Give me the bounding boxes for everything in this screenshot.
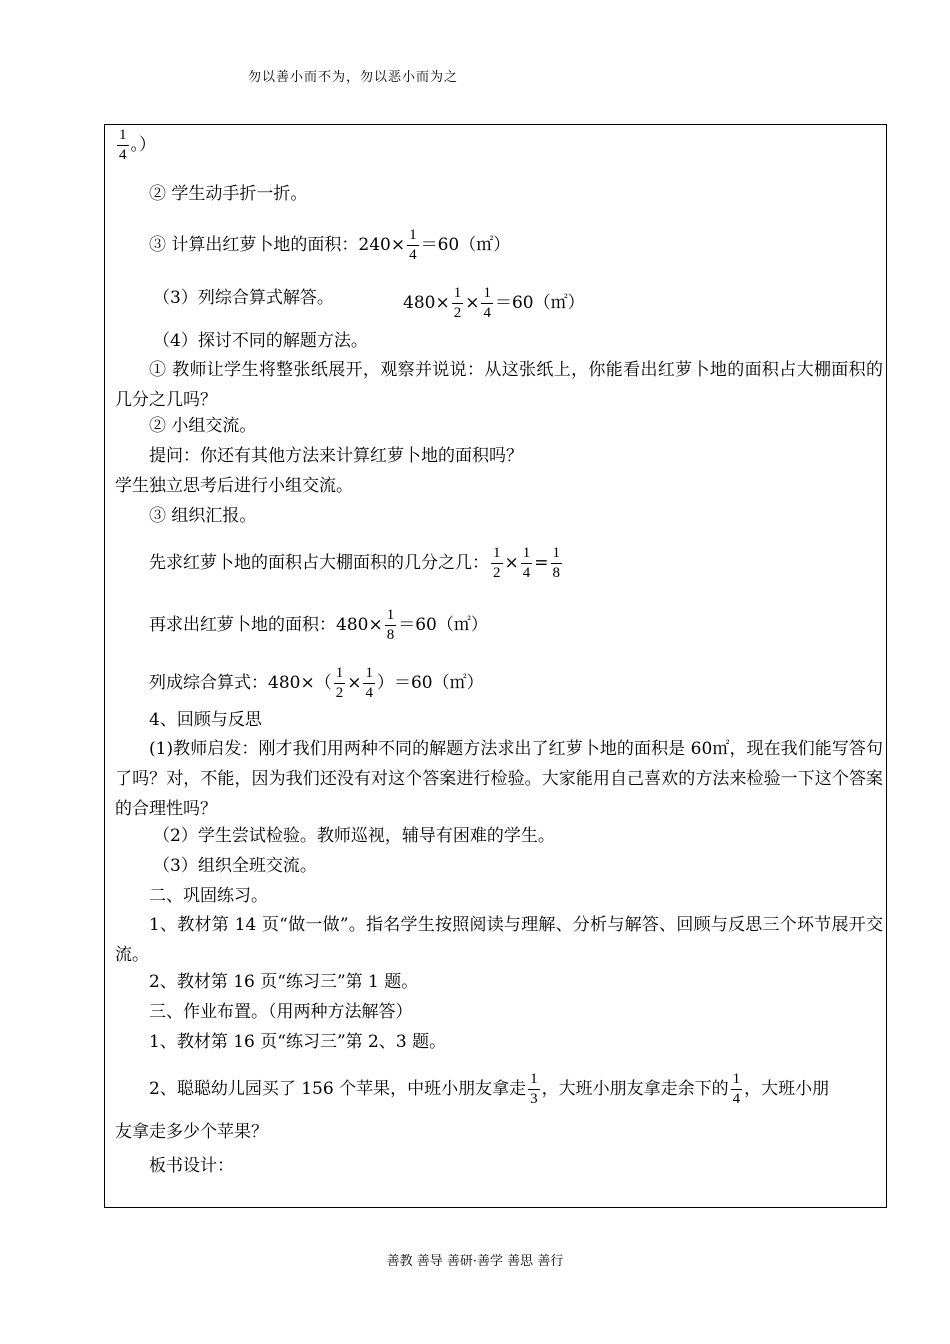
step-combined-formula-2: 列成综合算式：480×（ $\frac{1}{2}$ × $\frac{1}{4}$ ）＝60（㎡） (149, 665, 484, 701)
step-calc-area: ③ 计算出红萝卜地的面积：240× $\frac{1}{4}$ ＝60（㎡） (149, 227, 511, 263)
fraction-one-quarter: $\frac{1}{4}$ (483, 285, 491, 321)
fraction-one-quarter: $\frac{1}{4}$ (409, 227, 417, 263)
student-check: （2）学生尝试检验。教师巡视，辅导有困难的学生。 (153, 826, 555, 846)
teacher-inspire-paragraph: (1)教师启发：刚才我们用两种不同的解题方法求出了红萝卜地的面积是 60㎡，现在我们能写答句了吗？对，不能，因为我们还没有对这个答案进行检验。大家能用自己喜欢的方法来检验一下这个答案的合理性吗？ (115, 739, 883, 819)
fraction-one-half: $\frac{1}{2}$ (335, 665, 344, 701)
fraction-one-quarter: $\frac{1}{4}$ (365, 665, 373, 701)
step-combined-formula: （3）列综合算式解答。 480× $\frac{1}{2}$ × $\frac{1}{4}$ ＝60（㎡） (153, 285, 585, 321)
question-other-method: 提问：你还有其他方法来计算红萝卜地的面积吗？ (149, 446, 523, 466)
step-discuss-methods: （4）探讨不同的解题方法。 (153, 331, 368, 351)
line-fraction-quarter-end: $\frac{1}{4}$ 。） (119, 127, 156, 163)
footer-slogan: 善教 善导 善研·善学 善思 善行 (386, 1254, 564, 1269)
homework-2-problem: 2、聪聪幼儿园买了 156 个苹果，中班小朋友拿走 $\frac{1}{3}$ ，大班小朋友拿走余下的 $\frac{1}{4}$ ，大班小朋 (149, 1071, 830, 1107)
section-consolidate: 二、巩固练习。 (149, 886, 268, 906)
homework-2-question: 友拿走多少个苹果？ (115, 1122, 268, 1142)
fraction-one-quarter: $\frac{1}{4}$ (732, 1071, 741, 1107)
fraction-one-half: $\frac{1}{2}$ (453, 285, 462, 321)
fraction-one-quarter: $\frac{1}{4}$ (119, 127, 127, 163)
class-exchange: （3）组织全班交流。 (153, 856, 317, 876)
step-report: ③ 组织汇报。 (149, 506, 257, 526)
board-design-label: 板书设计： (149, 1156, 234, 1176)
section-review-reflect: 4、回顾与反思 (149, 710, 262, 730)
fraction-one-eighth: $\frac{1}{8}$ (386, 607, 395, 643)
fraction-one-eighth: $\frac{1}{8}$ (552, 545, 560, 581)
header-motto: 勿以善小而不为，勿以恶小而为之 (248, 70, 459, 85)
fraction-one-quarter: $\frac{1}{4}$ (522, 545, 531, 581)
teacher-prompt-paragraph: ① 教师让学生将整张纸展开，观察并说说：从这张纸上，你能看出红萝卜地的面积占大棚面积的几分之几吗？ (115, 360, 883, 410)
step-group-exchange: ② 小组交流。 (149, 416, 257, 436)
lesson-content-box (104, 124, 887, 1208)
combined-formula-expression: 480× $\frac{1}{2}$ × $\frac{1}{4}$ ＝60（㎡） (403, 285, 585, 321)
step-area-by-eighth: 再求出红萝卜地的面积：480× $\frac{1}{8}$ ＝60（㎡） (149, 607, 488, 643)
homework-1: 1、教材第 16 页“练习三”第 2、3 题。 (149, 1032, 447, 1052)
fraction-one-third: $\frac{1}{3}$ (530, 1071, 538, 1107)
student-independent-thinking: 学生独立思考后进行小组交流。 (115, 476, 353, 496)
exercise-1-paragraph: 1、教材第 14 页“做一做”。指名学生按照阅读与理解、分析与解答、回顾与反思三个环节展开交流。 (115, 915, 883, 965)
step-fold-paper: ② 学生动手折一折。 (149, 184, 308, 204)
section-homework: 三、作业布置。（用两种方法解答） (149, 1002, 413, 1022)
fraction-one-half: $\frac{1}{2}$ (493, 545, 501, 581)
step-fraction-product: 先求红萝卜地的面积占大棚面积的几分之几： $\frac{1}{2}$ × $\frac{1}{4}$ = $\frac{1}{8}$ (149, 545, 560, 581)
exercise-2: 2、教材第 16 页“练习三”第 1 题。 (149, 972, 419, 992)
